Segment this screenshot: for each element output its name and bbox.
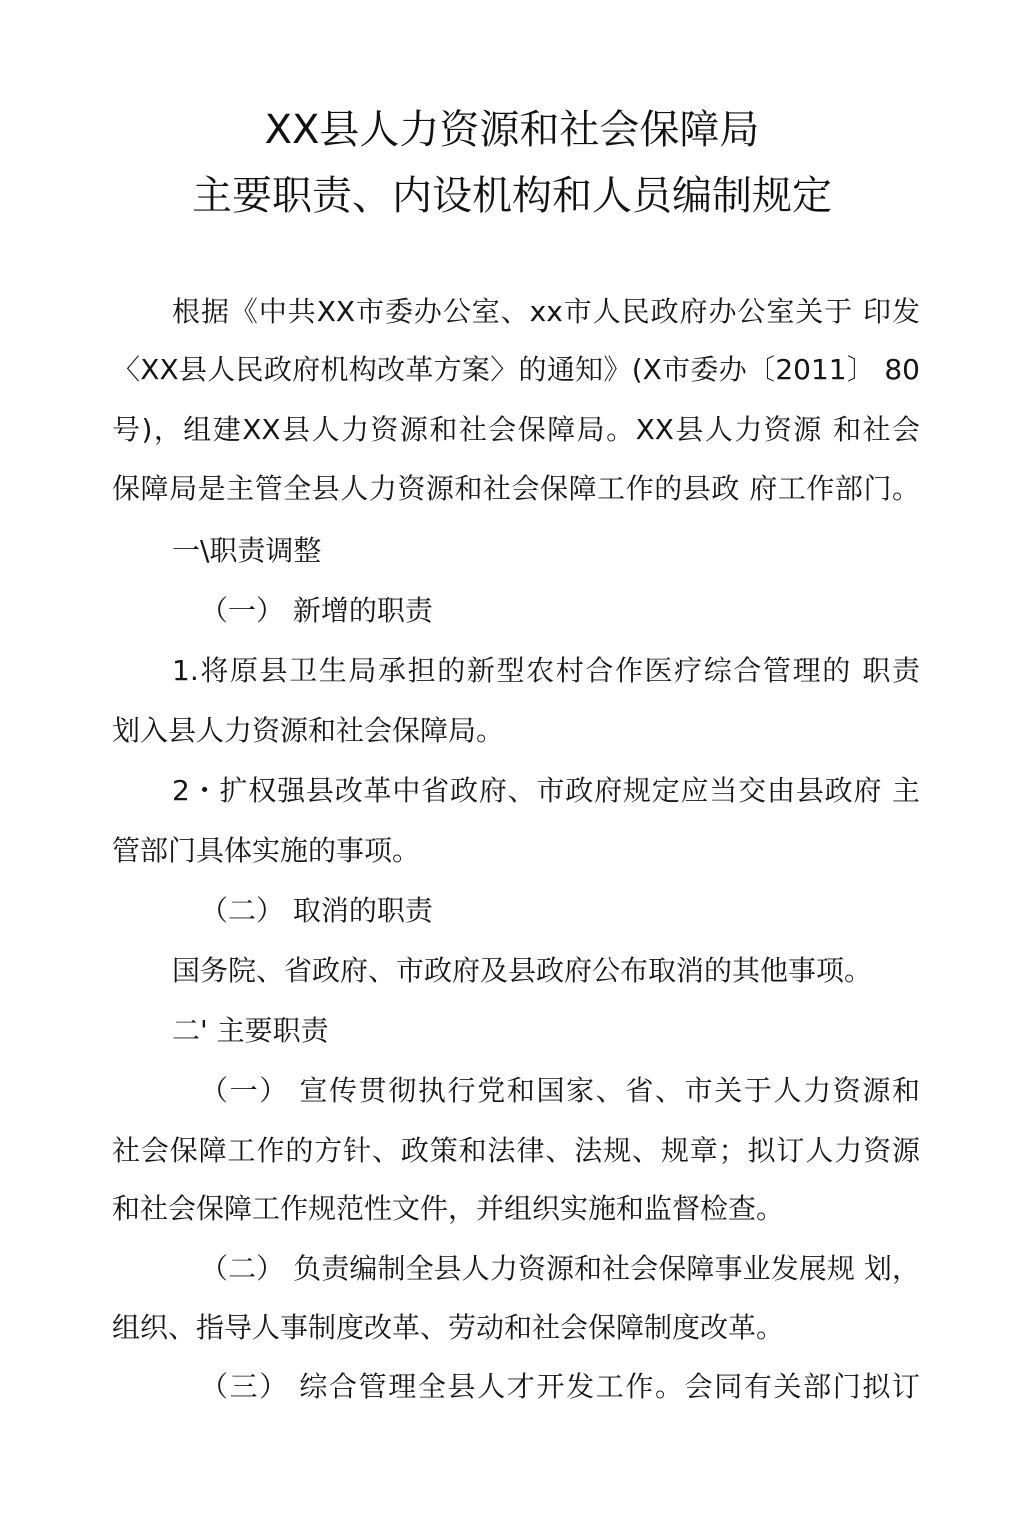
- document-title-line-2: 主要职责、内设机构和人员编制规定: [192, 173, 832, 219]
- section-heading: 一\职责调整: [172, 534, 322, 567]
- paragraph-line: （一） 宣传贯彻执行党和国家、省、市关于人力资源和: [200, 1074, 920, 1107]
- paragraph-line: 号)，组建XX县人力资源和社会保障局。XX县人力资源 和社会: [112, 413, 920, 446]
- paragraph-line: 保障局是主管全县人力资源和社会保障工作的县政 府工作部门。: [112, 472, 920, 505]
- subsection-heading: （二） 取消的职责: [200, 894, 433, 927]
- document-title-line-1: XX县人力资源和社会保障局: [264, 107, 760, 153]
- paragraph-line: （二） 负责编制全县人力资源和社会保障事业发展规 划，: [200, 1252, 920, 1285]
- paragraph-line: 2・扩权强县改革中省政府、市政府规定应当交由县政府 主: [172, 774, 920, 807]
- paragraph-line: 管部门具体实施的事项。: [112, 834, 421, 867]
- paragraph-line: 国务院、省政府、市政府及县政府公布取消的其他事项。: [172, 954, 873, 987]
- paragraph-line: 〈XX县人民政府机构改革方案〉的通知》(X市委办〔2011〕 80: [112, 353, 920, 386]
- paragraph-line: 划入县人力资源和社会保障局。: [112, 714, 505, 747]
- section-heading: 二' 主要职责: [172, 1014, 329, 1047]
- paragraph-line: 1.将原县卫生局承担的新型农村合作医疗综合管理的 职责: [172, 654, 920, 687]
- paragraph-line: 根据《中共XX市委办公室、xx市人民政府办公室关于 印发: [172, 295, 920, 328]
- paragraph-line: 组织、指导人事制度改革、劳动和社会保障制度改革。: [112, 1311, 785, 1344]
- paragraph-line: 和社会保障工作规范性文件，并组织实施和监督检查。: [112, 1192, 785, 1225]
- subsection-heading: （一） 新增的职责: [200, 594, 433, 627]
- paragraph-line: （三） 综合管理全县人才开发工作。会同有关部门拟订: [200, 1370, 920, 1403]
- paragraph-line: 社会保障工作的方针、政策和法律、法规、规章；拟订人力资源: [112, 1134, 920, 1167]
